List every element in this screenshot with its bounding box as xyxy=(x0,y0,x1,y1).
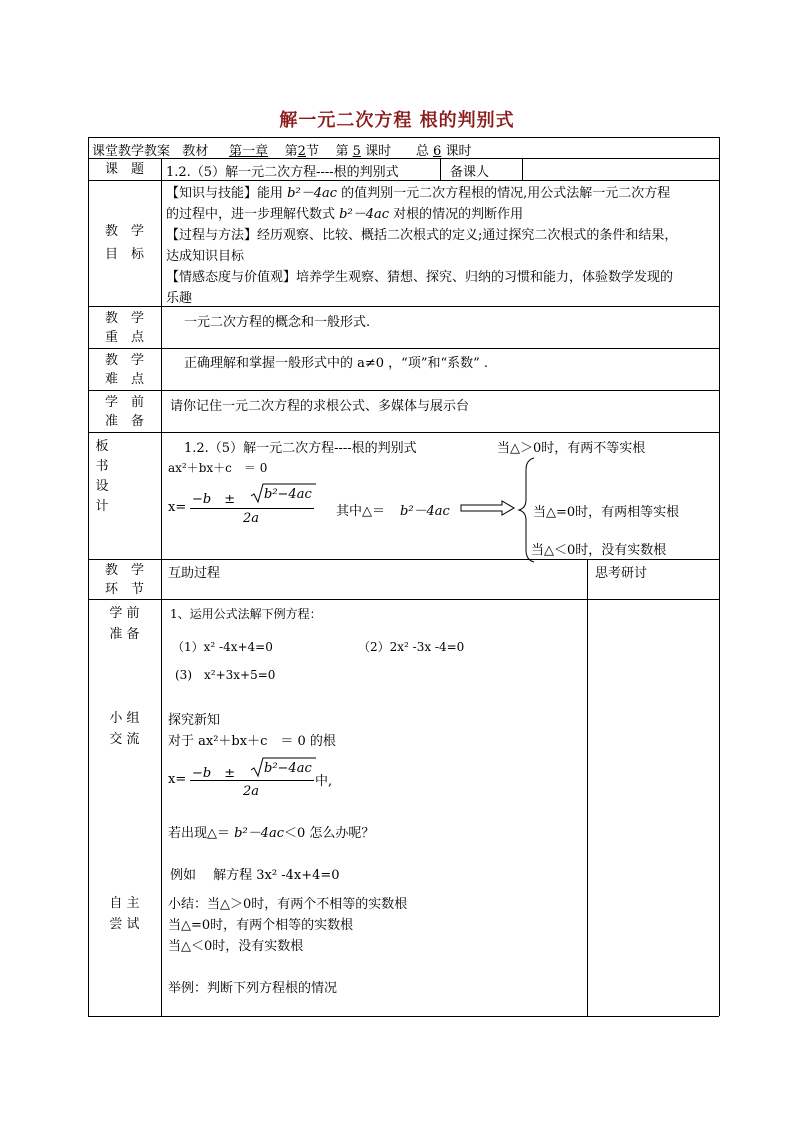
col-divider xyxy=(522,158,523,180)
col-divider xyxy=(440,158,441,180)
root-of-text: 对于 ax²＋bx＋c ＝ 0 的根 xyxy=(168,734,336,749)
process-x-eq: x= xyxy=(168,772,187,787)
board-label-4: 计 xyxy=(95,499,109,514)
stage-prep-label-1: 学 前 xyxy=(109,606,140,621)
process-after-fraction: 中, xyxy=(315,774,333,789)
topic-value: 1.2.（5）解一元二次方程----根的判别式 xyxy=(166,165,399,180)
row-divider xyxy=(88,599,719,600)
difficulty-value: 正确理解和掌握一般形式中的 a≠0 ，“项”和“系数” . xyxy=(184,356,489,371)
header-row xyxy=(92,140,471,159)
row-divider xyxy=(88,559,719,560)
goals-line: 【知识与技能】能用 xyxy=(166,186,284,201)
process-label-1: 教 学 xyxy=(104,563,144,578)
example-line: 例如 解方程 3x² -4x+4=0 xyxy=(170,868,340,883)
summary-line: 当△＜0时，没有实数根 xyxy=(168,939,304,954)
goals-line: 乐趣 xyxy=(166,291,193,306)
col-divider xyxy=(161,158,162,1016)
board-delta-expr: b²－4ac xyxy=(400,504,450,519)
row-divider xyxy=(88,390,719,391)
board-denominator: 2a xyxy=(243,511,260,526)
stage-prep-label-2: 准 备 xyxy=(109,627,140,642)
lesson-pre: 第 xyxy=(335,144,349,159)
focus-value: 一元二次方程的概念和一般形式. xyxy=(184,315,371,330)
board-case-zero: 当△=0时，有两相等实根 xyxy=(533,505,680,520)
question-1: （1）x² -4x+4=0 xyxy=(172,640,273,654)
goals-line: 的过程中，进一步理解代数式 xyxy=(166,207,336,222)
topic-label: 课 题 xyxy=(104,162,144,177)
prep-value: 请你记住一元二次方程的求根公式、多媒体与展示台 xyxy=(170,399,470,414)
section-post: 节 xyxy=(305,144,319,159)
stage-self-label-1: 自 主 xyxy=(109,896,140,911)
goals-line: 达成知识目标 xyxy=(166,249,245,264)
goals-expr: b²－4ac xyxy=(339,207,389,222)
question-expr: b²－4ac xyxy=(234,826,284,841)
total-post: 课时 xyxy=(445,144,472,159)
board-case-positive: 当△＞0时，有两不等实根 xyxy=(497,441,646,456)
row-divider xyxy=(88,180,719,181)
difficulty-label-2: 难 点 xyxy=(104,372,144,387)
lesson-num: 5 xyxy=(352,144,361,159)
board-radicand: b²−4ac xyxy=(264,487,312,502)
goals-line: 【过程与方法】经历观察、比较、概括二次根式的定义;通过探究二次根式的条件和结果， xyxy=(166,228,678,243)
col-divider xyxy=(587,559,588,1016)
goals-expr: b²－4ac xyxy=(287,186,337,201)
board-equation: ax²＋bx＋c ＝ 0 xyxy=(168,461,268,475)
plan-label: 课堂教学教案 xyxy=(92,144,171,159)
board-case-negative: 当△＜0时，没有实数根 xyxy=(531,543,667,558)
process-fraction-bar xyxy=(190,780,314,781)
question-text: 若出现△＝ xyxy=(168,826,230,841)
goals-line: 的值判别一元二次方程根的情况,用公式法解一元二次方程 xyxy=(341,186,671,201)
question-title: 1、运用公式法解下例方程： xyxy=(170,607,322,621)
question-line xyxy=(168,822,374,841)
prep-label-1: 学 前 xyxy=(104,395,144,410)
board-label-1: 板 xyxy=(95,439,109,454)
section-pre: 第 xyxy=(284,144,298,159)
focus-label-1: 教 学 xyxy=(104,311,144,326)
section-num: 2 xyxy=(297,144,306,159)
chapter-label: 第一章 xyxy=(229,144,269,159)
process-col-title: 互助过程 xyxy=(168,566,221,581)
goals-line: 【情感态度与价值观】培养学生观察、猜想、探究、归纳的习惯和能力，体验数学发现的 xyxy=(166,270,674,285)
board-heading: 1.2.（5）解一元二次方程----根的判别式 xyxy=(184,441,417,456)
reflection-col-title: 思考研讨 xyxy=(595,566,648,581)
stage-group-label-1: 小 组 xyxy=(109,711,140,726)
question-3: (3) x²+3x+5=0 xyxy=(175,668,276,682)
prep-label-2: 准 备 xyxy=(104,414,144,429)
goals-line: 对根的情况的判断作用 xyxy=(393,207,524,222)
process-radicand: b²−4ac xyxy=(264,761,312,776)
process-label-2: 环 节 xyxy=(104,582,144,597)
board-label-3: 设 xyxy=(95,479,109,494)
summary-block xyxy=(168,894,407,957)
textbook-label: 教材 xyxy=(182,144,209,159)
table-border-right xyxy=(719,137,720,1016)
total-pre: 总 xyxy=(415,144,429,159)
lesson-post: 课时 xyxy=(365,144,392,159)
practice-line: 举例：判断下列方程根的情况 xyxy=(168,981,338,996)
arrow-right-icon xyxy=(460,500,516,516)
row-divider xyxy=(88,348,719,349)
stage-self-label-2: 尝 试 xyxy=(109,917,140,932)
board-fraction-bar xyxy=(190,508,314,509)
prep-person-label: 备课人 xyxy=(450,165,490,180)
summary-line: 小结：当△＞0时，有两个不相等的实数根 xyxy=(168,897,408,912)
question-end: ＜0 怎么办呢？ xyxy=(283,826,375,841)
question-2: （2）2x² -3x -4=0 xyxy=(358,640,465,654)
goals-label-2: 目 标 xyxy=(104,247,144,262)
table-border-top xyxy=(88,137,719,138)
focus-label-2: 重 点 xyxy=(104,330,144,345)
difficulty-label-1: 教 学 xyxy=(104,353,144,368)
board-label-2: 书 xyxy=(95,459,109,474)
summary-line: 当△=0时，有两个相等的实数根 xyxy=(168,918,354,933)
process-denominator: 2a xyxy=(243,784,260,799)
stage-group-label-2: 交 流 xyxy=(109,732,140,747)
page-title: 解一元二次方程 根的判别式 xyxy=(279,110,515,131)
table-border-bottom xyxy=(88,1016,719,1017)
process-numerator: −b ± xyxy=(192,766,236,781)
row-divider xyxy=(88,432,719,433)
explore-heading: 探究新知 xyxy=(168,713,221,728)
board-x-eq: x= xyxy=(168,500,187,515)
goals-content xyxy=(166,183,677,309)
board-numerator: −b ± xyxy=(192,492,236,507)
total-num: 6 xyxy=(433,144,442,159)
goals-label-1: 教 学 xyxy=(104,224,144,239)
board-delta-text: 其中△＝ xyxy=(336,504,385,519)
